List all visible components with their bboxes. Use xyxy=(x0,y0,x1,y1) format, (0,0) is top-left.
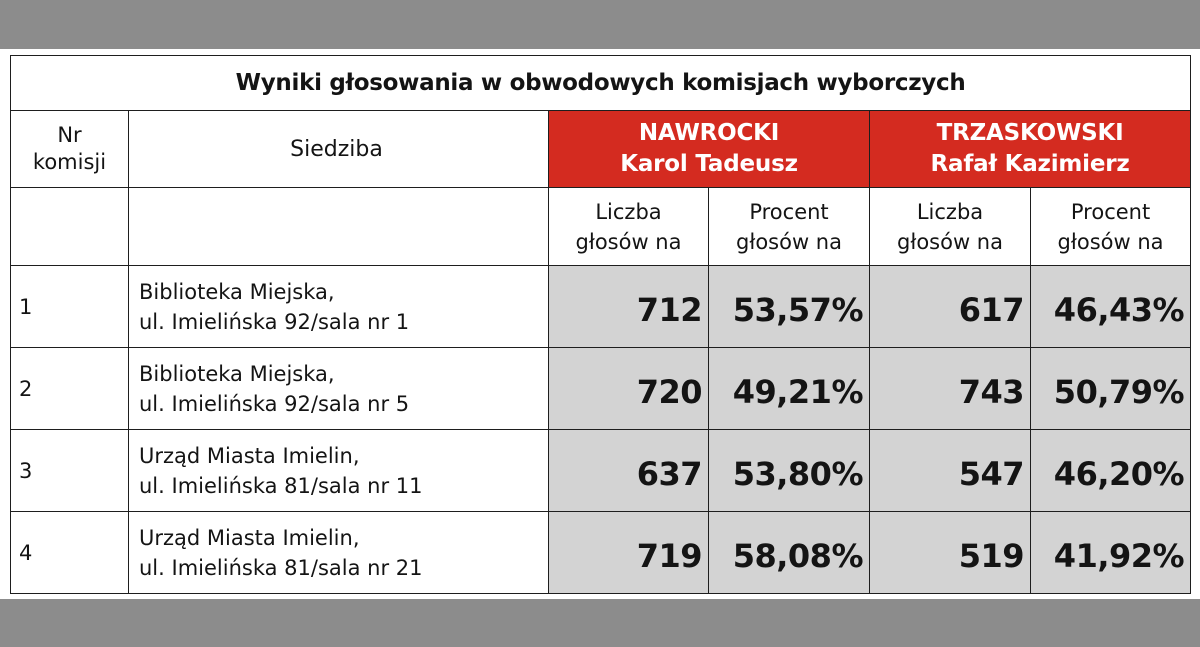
candidate-names: Rafał Kazimierz xyxy=(930,151,1130,177)
table-row xyxy=(11,266,1191,348)
table-row xyxy=(11,430,1191,512)
percent-subheader xyxy=(709,188,870,266)
nawrocki-vote-percent: 53,80% xyxy=(709,430,870,512)
subheader-line2: głosów na xyxy=(897,229,1003,254)
address-line1: Urząd Miasta Imielin, xyxy=(139,525,360,550)
candidate-surname: TRZASKOWSKI xyxy=(936,120,1124,146)
percent-subheader xyxy=(1031,188,1191,266)
trzaskowski-vote-count: 547 xyxy=(870,430,1031,512)
nr-komisji-header xyxy=(11,111,129,188)
candidate-header-nawrocki xyxy=(549,111,870,188)
committee-number: 3 xyxy=(11,430,129,512)
trzaskowski-vote-count: 743 xyxy=(870,348,1031,430)
candidate-header-trzaskowski xyxy=(870,111,1191,188)
header-row xyxy=(11,111,1191,188)
results-card xyxy=(0,49,1200,599)
subheader-line1: Liczba xyxy=(916,199,984,224)
subheader-line2: głosów na xyxy=(1057,229,1164,254)
nawrocki-vote-percent: 49,21% xyxy=(709,348,870,430)
committee-address xyxy=(129,348,549,430)
trzaskowski-vote-percent: 50,79% xyxy=(1031,348,1191,430)
count-subheader xyxy=(870,188,1031,266)
nawrocki-vote-percent: 53,57% xyxy=(709,266,870,348)
candidate-names: Karol Tadeusz xyxy=(620,151,798,177)
empty-cell xyxy=(11,188,129,266)
nr-header-line2: komisji xyxy=(32,150,107,174)
subheader-row xyxy=(11,188,1191,266)
address-line2: ul. Imielińska 92/sala nr 5 xyxy=(139,391,410,416)
table-row xyxy=(11,512,1191,594)
count-subheader xyxy=(549,188,709,266)
committee-address xyxy=(129,266,549,348)
address-line1: Urząd Miasta Imielin, xyxy=(139,443,360,468)
subheader-line1: Liczba xyxy=(595,199,662,224)
nawrocki-vote-count: 720 xyxy=(549,348,709,430)
committee-address xyxy=(129,512,549,594)
nawrocki-vote-percent: 58,08% xyxy=(709,512,870,594)
nawrocki-vote-count: 637 xyxy=(549,430,709,512)
address-line1: Biblioteka Miejska, xyxy=(139,279,335,304)
committee-number: 4 xyxy=(11,512,129,594)
empty-cell xyxy=(129,188,549,266)
trzaskowski-vote-count: 519 xyxy=(870,512,1031,594)
subheader-line1: Procent xyxy=(749,199,829,224)
siedziba-header: Siedziba xyxy=(129,111,549,188)
address-line2: ul. Imielińska 92/sala nr 1 xyxy=(139,309,410,334)
results-table xyxy=(10,55,1191,594)
address-line1: Biblioteka Miejska, xyxy=(139,361,335,386)
table-title: Wyniki głosowania w obwodowych komisjach wyborczych xyxy=(11,56,1191,111)
committee-number: 1 xyxy=(11,266,129,348)
table-row xyxy=(11,348,1191,430)
trzaskowski-vote-percent: 46,43% xyxy=(1031,266,1191,348)
trzaskowski-vote-percent: 41,92% xyxy=(1031,512,1191,594)
candidate-surname: NAWROCKI xyxy=(638,120,780,146)
address-line2: ul. Imielińska 81/sala nr 21 xyxy=(139,555,423,580)
committee-number: 2 xyxy=(11,348,129,430)
committee-address xyxy=(129,430,549,512)
title-row xyxy=(11,56,1191,111)
nawrocki-vote-count: 712 xyxy=(549,266,709,348)
subheader-line1: Procent xyxy=(1070,199,1151,224)
nawrocki-vote-count: 719 xyxy=(549,512,709,594)
subheader-line2: głosów na xyxy=(575,229,682,254)
trzaskowski-vote-count: 617 xyxy=(870,266,1031,348)
address-line2: ul. Imielińska 81/sala nr 11 xyxy=(139,473,423,498)
trzaskowski-vote-percent: 46,20% xyxy=(1031,430,1191,512)
subheader-line2: głosów na xyxy=(736,229,842,254)
nr-header-line1: Nr xyxy=(57,123,82,147)
